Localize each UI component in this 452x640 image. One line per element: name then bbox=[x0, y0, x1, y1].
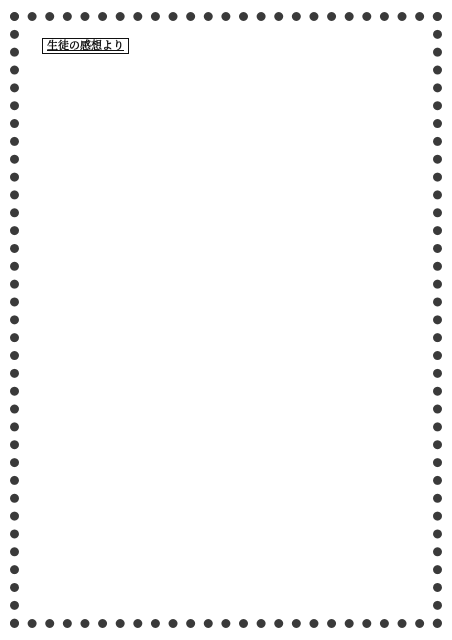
document-body bbox=[36, 36, 418, 608]
section-title: 生徒の感想より bbox=[42, 38, 129, 54]
